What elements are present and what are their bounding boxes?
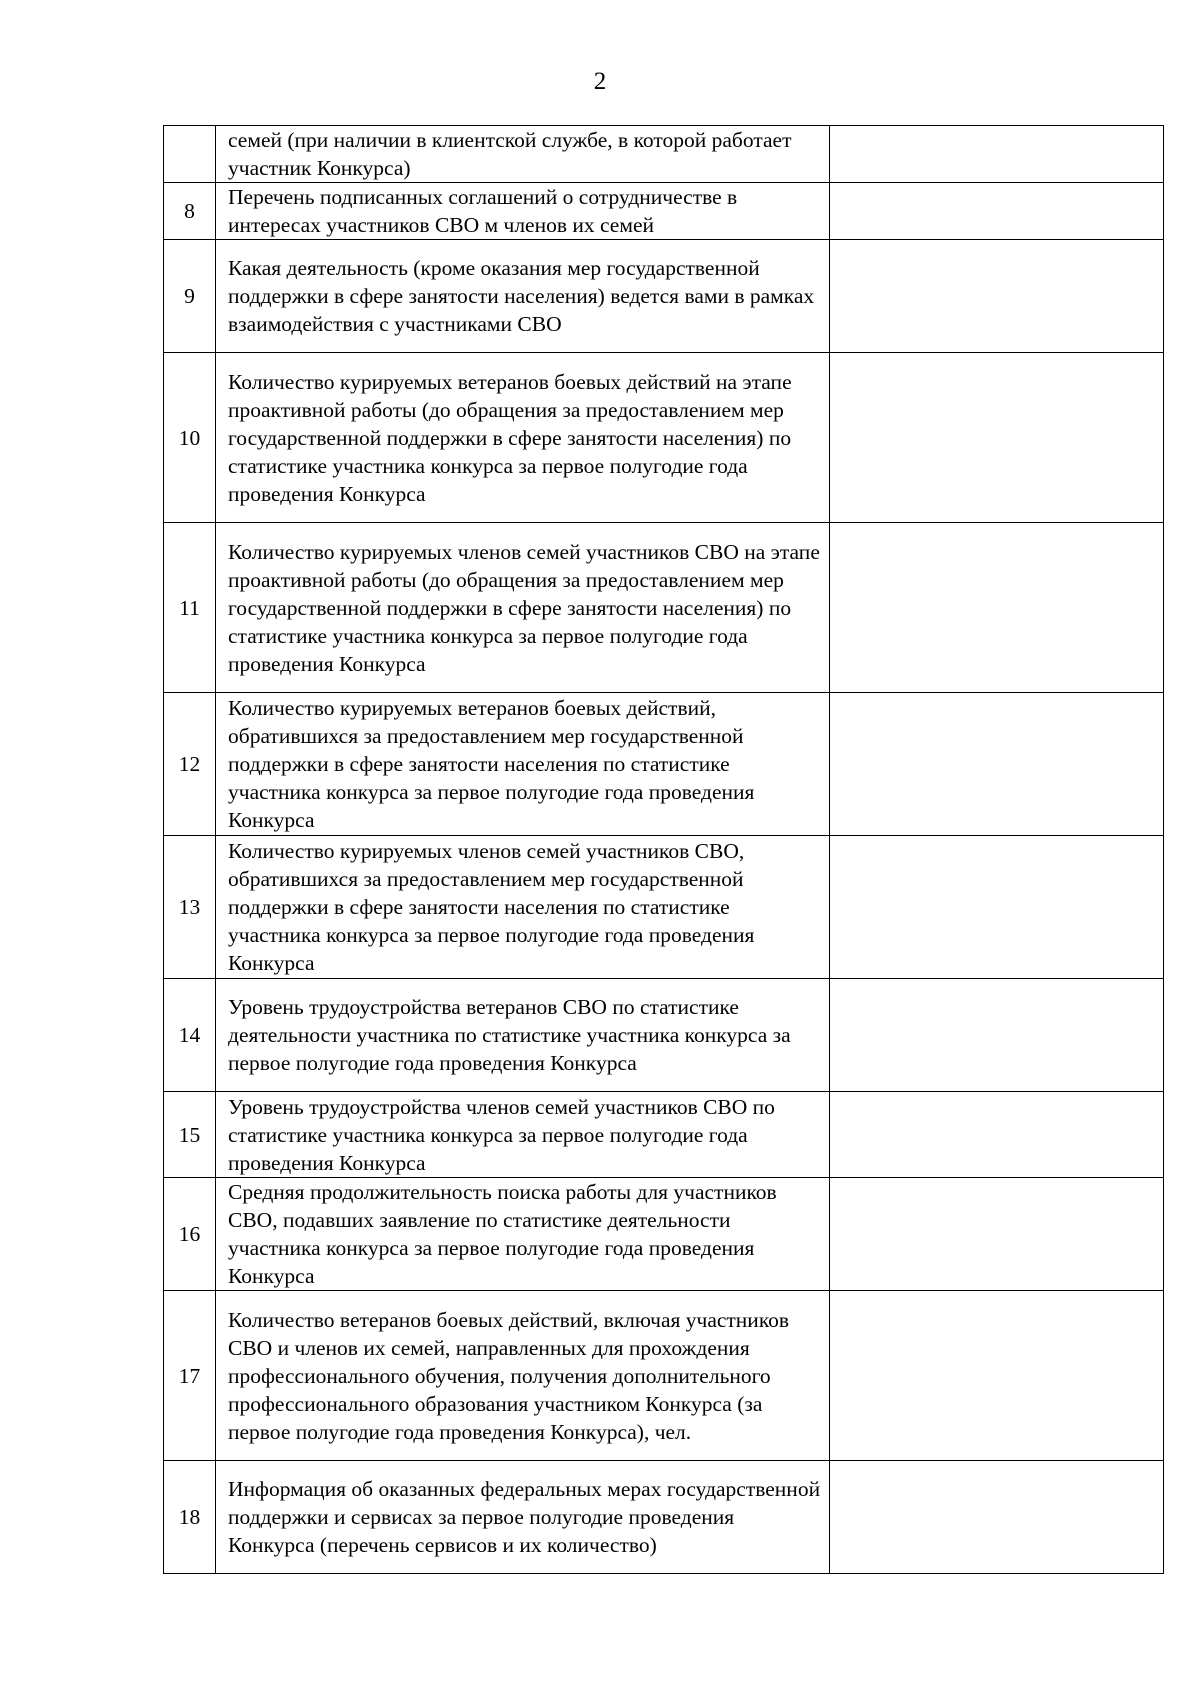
- row-description-cell: Уровень трудоустройства ветеранов СВО по статистике деятельности участника по статистике участника конкурса за первое полугодие года проведения Конкурса: [216, 979, 830, 1092]
- row-value-cell[interactable]: [830, 353, 1164, 523]
- row-description-cell: Уровень трудоустройства членов семей участников СВО по статистике участника конкурса за первое полугодие года проведения Конкурса: [216, 1092, 830, 1178]
- row-value-cell[interactable]: [830, 1291, 1164, 1461]
- table-row: [164, 126, 1164, 183]
- criteria-table: [163, 125, 1164, 1574]
- table-row: [164, 979, 1164, 1092]
- table-row: [164, 836, 1164, 979]
- row-value-cell[interactable]: [830, 183, 1164, 240]
- row-value-cell[interactable]: [830, 1178, 1164, 1291]
- row-value-cell[interactable]: [830, 126, 1164, 183]
- row-description-cell: Информация об оказанных федеральных мерах государственной поддержки и сервисах за первое полугодие проведения Конкурса (перечень сервисов и их количество): [216, 1461, 830, 1574]
- table-row: [164, 1291, 1164, 1461]
- page-number: 2: [593, 68, 607, 95]
- row-number-cell: 12: [164, 693, 216, 836]
- row-description-cell: Количество курируемых членов семей участников СВО на этапе проактивной работы (до обращения за предоставлением мер государственной поддержки в сфере занятости населения) по статистике участника конкурса за первое полугодие года проведения Конкурса: [216, 523, 830, 693]
- row-number-cell: 15: [164, 1092, 216, 1178]
- row-description-cell: Какая деятельность (кроме оказания мер государственной поддержки в сфере занятости населения) ведется вами в рамках взаимодействия с участниками СВО: [216, 240, 830, 353]
- row-description-cell: семей (при наличии в клиентской службе, в которой работает участник Конкурса): [216, 126, 830, 183]
- row-value-cell[interactable]: [830, 1092, 1164, 1178]
- row-number-cell: 14: [164, 979, 216, 1092]
- row-number-cell: 18: [164, 1461, 216, 1574]
- row-description-cell: Перечень подписанных соглашений о сотрудничестве в интересах участников СВО м членов их семей: [216, 183, 830, 240]
- row-value-cell[interactable]: [830, 1461, 1164, 1574]
- row-value-cell[interactable]: [830, 836, 1164, 979]
- row-value-cell[interactable]: [830, 240, 1164, 353]
- row-number-cell: 9: [164, 240, 216, 353]
- row-description-cell: Количество курируемых членов семей участников СВО, обратившихся за предоставлением мер государственной поддержки в сфере занятости населения по статистике участника конкурса за первое полугодие года проведения Конкурса: [216, 836, 830, 979]
- row-value-cell[interactable]: [830, 523, 1164, 693]
- table-row: [164, 523, 1164, 693]
- table-row: [164, 1178, 1164, 1291]
- table-row: [164, 693, 1164, 836]
- row-number-cell: 8: [164, 183, 216, 240]
- table-row: [164, 183, 1164, 240]
- table-row: [164, 353, 1164, 523]
- row-value-cell[interactable]: [830, 979, 1164, 1092]
- row-description-cell: Количество курируемых ветеранов боевых действий на этапе проактивной работы (до обращения за предоставлением мер государственной поддержки в сфере занятости населения) по статистике участника конкурса за первое полугодие года проведения Конкурса: [216, 353, 830, 523]
- row-number-cell: 10: [164, 353, 216, 523]
- table-row: [164, 1461, 1164, 1574]
- row-description-cell: Количество ветеранов боевых действий, включая участников СВО и членов их семей, направленных для прохождения профессионального обучения, получения дополнительного профессионального образования участником Конкурса (за первое полугодие года проведения Конкурса), чел.: [216, 1291, 830, 1461]
- row-description-cell: Средняя продолжительность поиска работы для участников СВО, подавших заявление по статистике деятельности участника конкурса за первое полугодие года проведения Конкурса: [216, 1178, 830, 1291]
- row-number-cell: 17: [164, 1291, 216, 1461]
- row-number-cell: 13: [164, 836, 216, 979]
- row-value-cell[interactable]: [830, 693, 1164, 836]
- row-number-cell: 11: [164, 523, 216, 693]
- table-row: [164, 240, 1164, 353]
- row-description-cell: Количество курируемых ветеранов боевых действий, обратившихся за предоставлением мер государственной поддержки в сфере занятости населения по статистике участника конкурса за первое полугодие года проведения Конкурса: [216, 693, 830, 836]
- table-row: [164, 1092, 1164, 1178]
- row-number-cell: [164, 126, 216, 183]
- row-number-cell: 16: [164, 1178, 216, 1291]
